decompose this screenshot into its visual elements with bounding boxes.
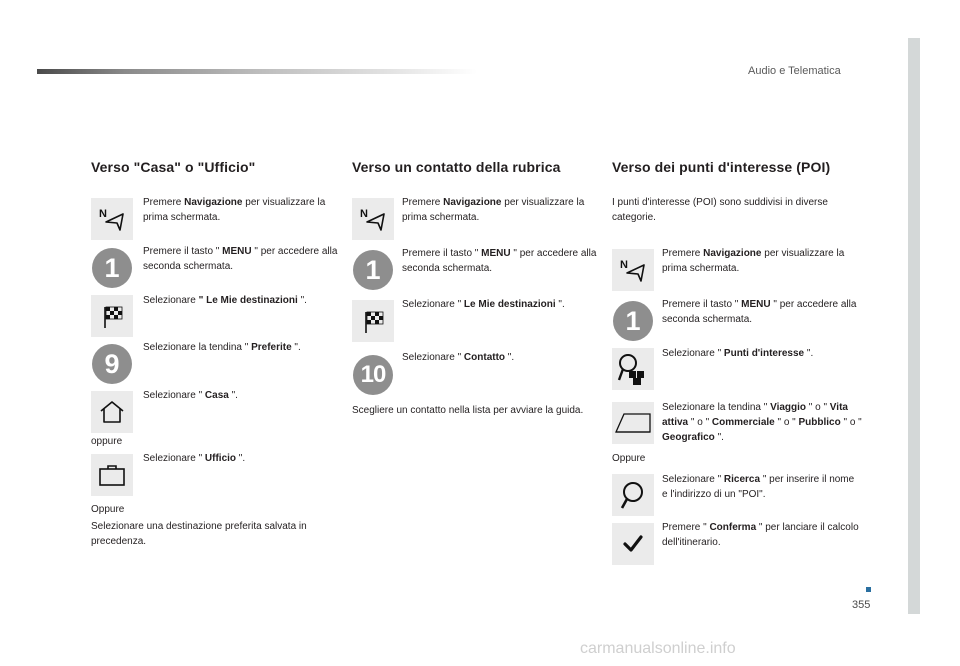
watermark: carmanualsonline.info — [580, 640, 736, 657]
navigation-icon — [612, 249, 654, 291]
step-text: Selezionare la tendina " Preferite ". — [143, 342, 301, 353]
section-title-home-work: Verso "Casa" o "Ufficio" — [91, 159, 256, 175]
home-icon — [91, 391, 133, 433]
header-gradient-bar — [37, 69, 477, 74]
section-title-contact: Verso un contatto della rubrica — [352, 159, 561, 175]
step-text: Premere il tasto " MENU " per accedere alla seconda schermata. — [143, 246, 338, 272]
step-text: Selezionare " Ricerca " per inserire il nome e l'indirizzo di un "POI". — [662, 474, 855, 500]
page-number: 355 — [852, 599, 871, 611]
svg-text:N: N — [620, 259, 628, 271]
step-badge: 1 — [92, 248, 132, 288]
step-text: Premere Navigazione per visualizzare la prima schermata. — [662, 248, 845, 274]
svg-text:N: N — [360, 208, 368, 220]
step-badge: 9 — [92, 344, 132, 384]
step-text: Premere " Conferma " per lanciare il calcolo dell'itinerario. — [662, 522, 859, 548]
step-text: Premere il tasto " MENU " per accedere alla seconda schermata. — [662, 299, 857, 325]
confirm-check-icon — [612, 523, 654, 565]
alt-text: Selezionare una destinazione preferita salvata in precedenza. — [91, 521, 307, 547]
step-badge: 1 — [613, 301, 653, 341]
side-strip — [908, 38, 920, 614]
section-title-poi: Verso dei punti d'interesse (POI) — [612, 159, 831, 175]
chapter-title: Audio e Telematica — [748, 65, 841, 77]
step-text: Selezionare " Ufficio ". — [143, 453, 246, 464]
step-text: Premere Navigazione per visualizzare la prima schermata. — [143, 197, 326, 223]
or-label: Oppure — [612, 453, 646, 464]
footer-text: Scegliere un contatto nella lista per avviare la guida. — [352, 405, 584, 416]
checkered-flag-icon — [91, 295, 133, 337]
category-tab-icon — [612, 402, 654, 444]
svg-text:N: N — [99, 208, 107, 220]
step-text: Selezionare " Le Mie destinazioni ". — [402, 299, 565, 310]
step-text: Selezionare la tendina " Viaggio " o " Vita attiva " o " Commerciale " o " Pubblico " o " Geografico ". — [662, 402, 862, 443]
alt-label: Oppure — [91, 504, 125, 515]
step-text: Premere Navigazione per visualizzare la prima schermata. — [402, 197, 585, 223]
briefcase-icon — [91, 454, 133, 496]
intro-text: I punti d'interesse (POI) sono suddivisi in diverse categorie. — [612, 197, 828, 223]
page-marker — [866, 587, 871, 592]
navigation-icon — [352, 198, 394, 240]
navigation-icon — [91, 198, 133, 240]
poi-search-icon — [612, 348, 654, 390]
search-icon — [612, 474, 654, 516]
step-badge: 10 — [353, 355, 393, 395]
checkered-flag-icon — [352, 300, 394, 342]
step-text: Selezionare " Contatto ". — [402, 352, 515, 363]
or-label: oppure — [91, 436, 123, 447]
step-text: Selezionare " Le Mie destinazioni ". — [143, 295, 307, 306]
step-text: Selezionare " Casa ". — [143, 390, 238, 401]
step-text: Selezionare " Punti d'interesse ". — [662, 348, 814, 359]
step-text: Premere il tasto " MENU " per accedere alla seconda schermata. — [402, 248, 597, 274]
step-badge: 1 — [353, 250, 393, 290]
